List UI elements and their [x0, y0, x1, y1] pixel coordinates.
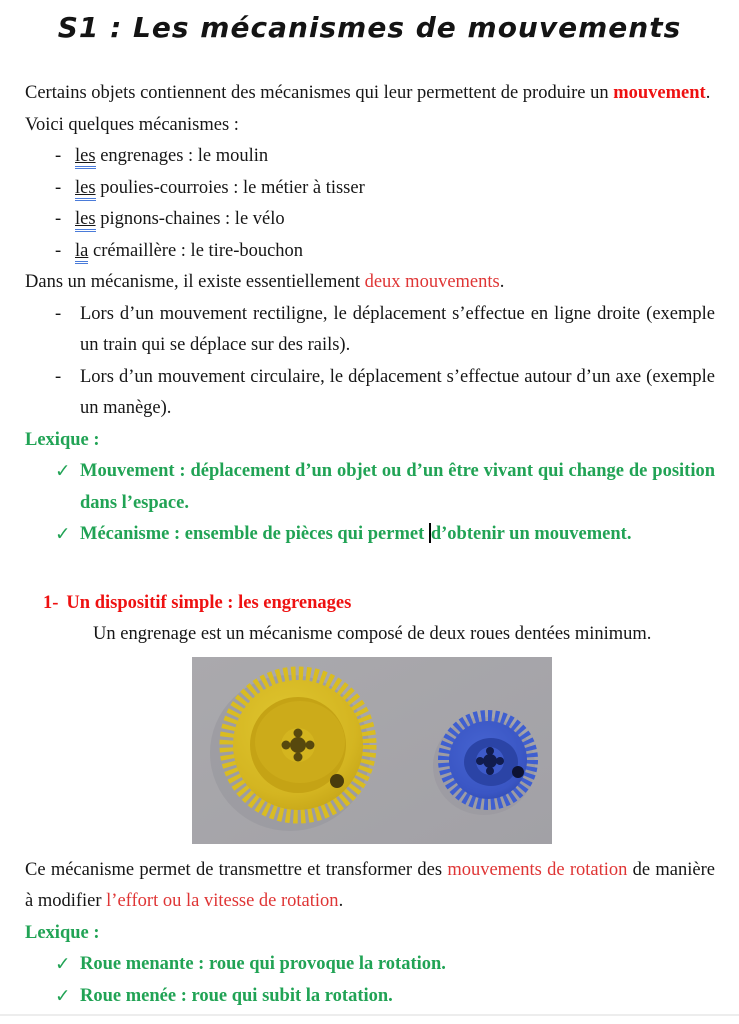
highlight-mouvements-rotation: mouvements de rotation [447, 859, 628, 880]
check-icon: ✓ [55, 461, 71, 482]
list-item-text: les pignons-chaines : le vélo [75, 204, 715, 236]
section-number: 1- [43, 592, 59, 613]
highlight-mouvement: mouvement [613, 83, 706, 103]
paragraph-voici: Voici quelques mécanismes : [25, 114, 239, 135]
gears-photo [192, 657, 552, 844]
check-icon: ✓ [55, 524, 71, 545]
lexique-item-text: Mouvement : déplacement d’un objet ou d’un être vivant qui change de position dans l’espace. [80, 461, 715, 513]
grammar-underlined-word: les [75, 209, 96, 232]
paragraph-intro [25, 78, 715, 110]
document-body [25, 78, 715, 1012]
dash-marker: - [55, 240, 62, 261]
list-item-engrenages [25, 141, 715, 173]
lexique-item-roue-menante [25, 949, 715, 981]
paragraph-engrenage-def: Un engrenage est un mécanisme composé de deux roues dentées minimum. [93, 624, 652, 644]
yellow-gear-pinhole [330, 774, 344, 788]
blue-gear [433, 716, 535, 815]
paragraph-deux-mouvements: Dans un mécanisme, il existe essentiellement deux mouvements. [25, 272, 505, 292]
dash-marker: - [55, 366, 62, 387]
intro-period: . [705, 83, 711, 103]
list-item-rectiligne [25, 299, 715, 362]
list-item-circulaire [25, 362, 715, 425]
list-item-text: Lors d’un mouvement circulaire, le déplacement s’effectue autour d’un axe (exemple un manège). [80, 366, 715, 418]
grammar-underlined-word: les [75, 146, 96, 169]
dash-marker: - [55, 146, 62, 166]
section-heading-text: Un dispositif simple : les engrenages [66, 592, 352, 613]
list-item-text: les poulies-courroies : le métier à tisser [75, 173, 715, 205]
lexique-item-mecanisme [25, 519, 715, 551]
lexique-item-text: Mécanisme : ensemble de pièces qui permet d’obtenir un mouvement. [80, 524, 632, 544]
dash-marker: - [55, 177, 62, 198]
grammar-underlined-word: la [75, 241, 88, 264]
lexique-item-mouvement [25, 456, 715, 519]
check-icon: ✓ [55, 954, 71, 975]
lexique-heading-2: Lexique : [25, 922, 100, 943]
list-item-text: la crémaillère : le tire-bouchon [75, 236, 715, 268]
list-item-text: les engrenages : le moulin [75, 141, 715, 173]
blue-gear-pinhole [512, 766, 524, 778]
highlight-effort-vitesse: l’effort ou la vitesse de rotation [106, 891, 339, 911]
list-item-pignons [25, 204, 715, 236]
dash-marker: - [55, 209, 62, 229]
grammar-underlined-word: les [75, 178, 96, 201]
list-item-cremaillere [25, 236, 715, 268]
lexique-item-text: Roue menée : roue qui subit la rotation. [80, 985, 393, 1006]
highlight-deux-mouvements: deux mouvements [364, 272, 500, 292]
lexique-heading: Lexique : [25, 429, 100, 450]
section-heading [25, 588, 715, 620]
gears-photo-image [192, 657, 552, 844]
lexique-item-text: Roue menante : roue qui provoque la rotation. [80, 954, 446, 974]
lexique-item-roue-menee [25, 981, 715, 1013]
check-icon: ✓ [55, 985, 71, 1007]
paragraph-transmission: Ce mécanisme permet de transmettre et transformer des mouvements de rotation de manière à modifier l’effort ou la vitesse de rotation. [25, 859, 715, 911]
dash-marker: - [55, 303, 62, 324]
document-title: S1 : Les mécanismes de mouvements [57, 11, 682, 44]
list-item-text: Lors d’un mouvement rectiligne, le déplacement s’effectue en ligne droite (exemple un train qui se déplace sur des rails). [80, 303, 715, 355]
list-item-poulies [25, 173, 715, 205]
intro-text: Certains objets contiennent des mécanismes qui leur permettent de produire un [25, 83, 614, 103]
yellow-gear [210, 674, 370, 831]
page-bottom-edge [0, 1014, 739, 1016]
